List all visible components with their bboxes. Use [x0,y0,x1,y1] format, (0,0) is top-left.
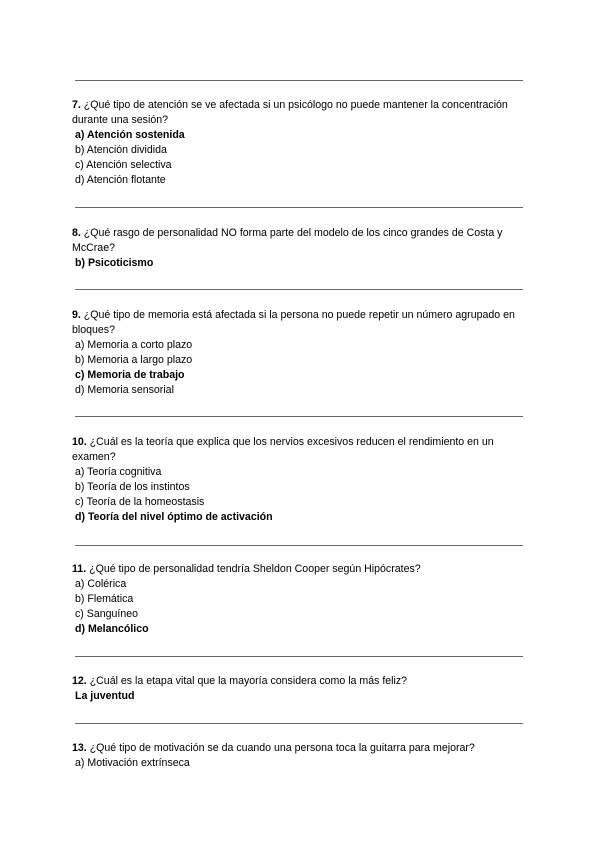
option-label: c) [75,159,87,171]
option-label: d) [75,384,88,396]
separator-line [75,289,523,290]
question-text [72,674,532,689]
option-b [72,256,532,271]
option-b [72,592,532,607]
question-text [72,562,532,577]
option-text: Motivación extrínseca [87,757,190,769]
question-text [72,435,532,465]
option-label: b) [75,354,88,366]
option-text: Flemática [87,593,134,605]
option-c [72,158,532,173]
option-text: Memoria de trabajo [87,369,185,381]
separator-line [75,207,523,208]
question-11 [72,562,532,637]
option-label: d) [75,174,87,186]
option-a [72,756,532,771]
question-7 [72,98,532,188]
option-d [72,173,532,188]
option-a [72,128,532,143]
option-text: Atención sostenida [86,129,185,141]
option-text: Atención dividida [86,144,167,156]
question-prompt: ¿Cuál es la teoría que explica que los nervios excesivos reducen el rendimiento en un examen? [72,436,494,463]
question-12 [72,674,532,704]
option-text: Sanguíneo [86,608,139,620]
separator-line [75,723,523,724]
option-label: b) [75,257,88,269]
option-label: a) [75,578,88,590]
question-number: 10. [72,436,87,448]
option-text: Memoria a largo plazo [87,354,193,366]
option-label: c) [75,608,87,620]
option-label: b) [75,481,88,493]
option-label: b) [75,144,87,156]
option-a [72,577,532,592]
option-b [72,353,532,368]
option-label: b) [75,593,88,605]
option-c [72,368,532,383]
option-label: a) [75,129,87,141]
question-number: 11. [72,563,87,575]
option-text: Melancólico [87,623,149,635]
question-text [72,98,532,128]
option-text: Psicoticismo [87,257,154,269]
question-number: 12. [72,675,87,687]
option-text: Atención flotante [86,174,166,186]
separator-line [75,80,523,81]
option-b [72,143,532,158]
option-label: c) [75,369,88,381]
option-text: Memoria a corto plazo [87,339,193,351]
question-prompt: ¿Qué tipo de atención se ve afectada si un psicólogo no puede mantener la concentración durante una sesión? [72,99,508,126]
option-label: d) [75,623,88,635]
question-text [72,226,532,256]
option-c [72,495,532,510]
answer-text: La juventud [75,690,135,702]
option-text: Teoría de los instintos [87,481,190,493]
question-number: 8. [72,227,81,239]
option-text: Teoría del nivel óptimo de activación [87,511,273,523]
option-c [72,607,532,622]
option-label: c) [75,496,87,508]
question-8 [72,226,532,271]
option-a [72,465,532,480]
question-prompt: ¿Qué rasgo de personalidad NO forma parte del modelo de los cinco grandes de Costa y McCrae? [72,227,503,254]
question-text [72,308,532,338]
option-d [72,622,532,637]
option-a [72,338,532,353]
question-prompt: ¿Qué tipo de memoria está afectada si la persona no puede repetir un número agrupado en bloques? [72,309,515,336]
question-prompt: ¿Qué tipo de personalidad tendría Sheldon Cooper según Hipócrates? [89,563,421,575]
option-label: a) [75,466,88,478]
question-13 [72,741,532,771]
question-number: 13. [72,742,87,754]
option-text: Atención selectiva [86,159,172,171]
option-d [72,510,532,525]
option-d [72,383,532,398]
question-10 [72,435,532,525]
question-9 [72,308,532,398]
option-text: Memoria sensorial [87,384,174,396]
option-b [72,480,532,495]
option-text: Colérica [87,578,127,590]
option-label: d) [75,511,88,523]
question-prompt: ¿Cuál es la etapa vital que la mayoría considera como la más feliz? [89,675,408,687]
separator-line [75,545,523,546]
option-text: Teoría de la homeostasis [86,496,205,508]
question-text [72,741,532,756]
question-number: 9. [72,309,81,321]
question-number: 7. [72,99,81,111]
separator-line [75,656,523,657]
option-label: a) [75,757,88,769]
question-prompt: ¿Qué tipo de motivación se da cuando una persona toca la guitarra para mejorar? [89,742,475,754]
separator-line [75,416,523,417]
option-label: a) [75,339,88,351]
option-text: Teoría cognitiva [87,466,162,478]
